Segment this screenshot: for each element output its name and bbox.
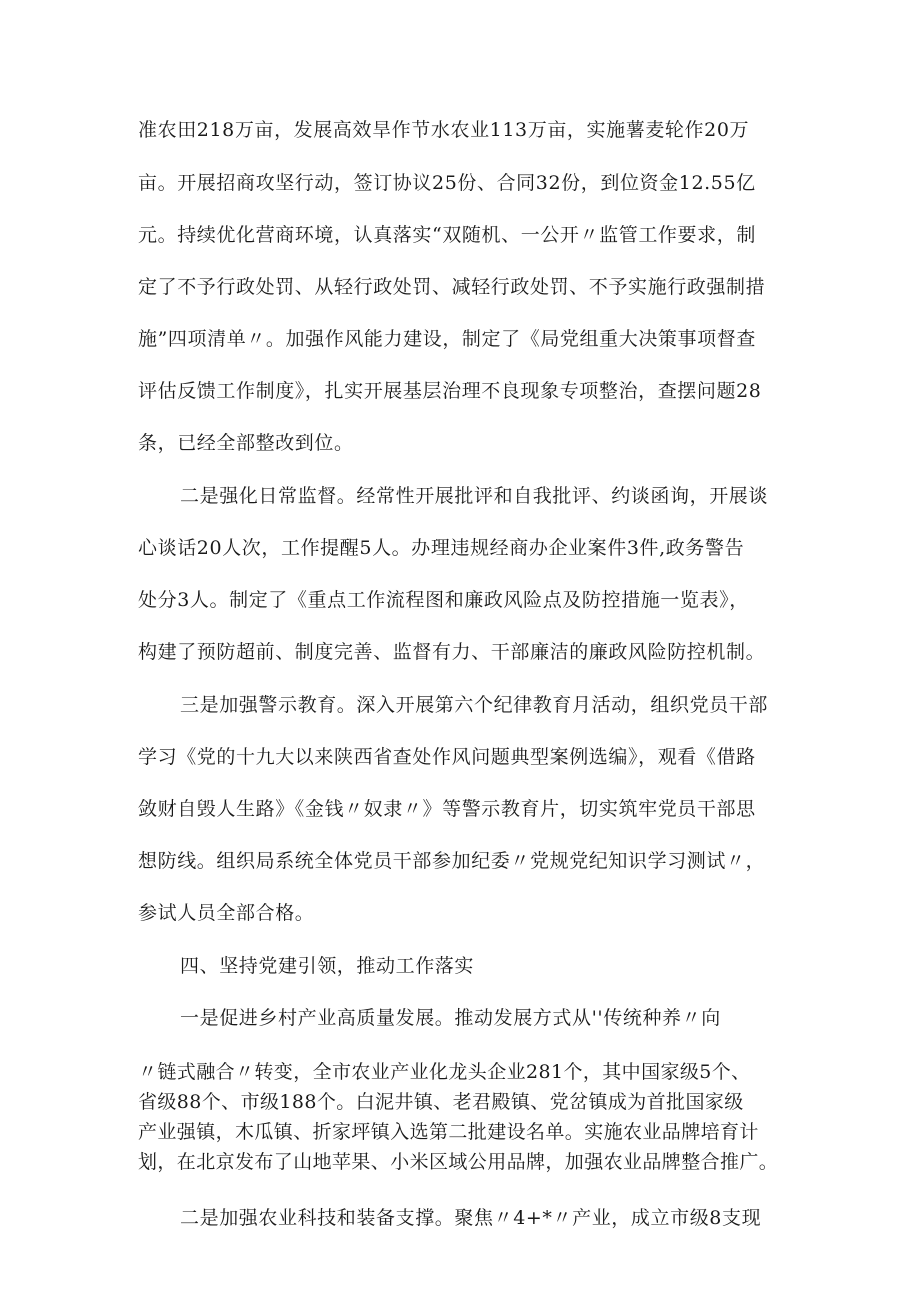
paragraph-first-line: 三是加强警示教育。深入开展第六个纪律教育月活动，组织党员干部 xyxy=(180,694,769,716)
text-line: 参试人员全部合格。 xyxy=(138,902,315,924)
text-line: 〃链式融合〃转变，全市农业产业化龙头企业281个，其中国家级5个、 xyxy=(138,1061,751,1083)
paragraph-first-line: 二是强化日常监督。经常性开展批评和自我批评、约谈函询，开展谈 xyxy=(180,485,769,507)
text-line: 处分3人。制定了《重点工作流程图和廉政风险点及防控措施一览表》， xyxy=(138,589,749,611)
text-line: 施”四项清单〃。加强作风能力建设，制定了《局党组重大决策事项督查 xyxy=(138,328,756,350)
paragraph-first-line: 一是促进乡村产业高质量发展。推动发展方式从''传统种养〃向 xyxy=(180,1007,721,1029)
text-line: 元。持续优化营商环境，认真落实“双随机、一公开〃监管工作要求，制 xyxy=(138,224,756,246)
text-line: 产业强镇，木瓜镇、折家坪镇入选第二批建设名单。实施农业品牌培育计 xyxy=(138,1121,759,1143)
text-line: 条，已经全部整改到位。 xyxy=(138,432,354,454)
text-line: 想防线。组织局系统全体党员干部参加纪委〃党规党纪知识学习测试〃， xyxy=(138,850,766,872)
paragraph-first-line: 二是加强农业科技和装备支撑。聚焦〃4+*〃产业，成立市级8支现 xyxy=(180,1207,762,1229)
text-line: 评估反馈工作制度》，扎实开展基层治理不良现象专项整治，查摆问题28 xyxy=(138,380,762,402)
text-line: 准农田218万亩，发展高效旱作节水农业113万亩，实施薯麦轮作20万 xyxy=(138,119,750,141)
text-line: 构建了预防超前、制度完善、监督有力、干部廉洁的廉政风险防控机制。 xyxy=(138,641,766,663)
text-line: 省级88个、市级188个。白泥井镇、老君殿镇、党岔镇成为首批国家级 xyxy=(138,1091,744,1113)
text-line: 亩。开展招商攻坚行动，签订协议25份、合同32份，到位资金12.55亿 xyxy=(138,172,756,194)
text-line: 心谈话20人次，工作提醒5人。办理违规经商办企业案件3件,政务警告 xyxy=(138,537,745,559)
text-line: 敛财自毁人生路》《金钱〃奴隶〃》等警示教育片，切实筑牢党员干部思 xyxy=(138,798,756,820)
text-line: 划，在北京发布了山地苹果、小米区域公用品牌，加强农业品牌整合推广。 xyxy=(138,1151,779,1173)
text-line: 定了不予行政处罚、从轻行政处罚、减轻行政处罚、不予实施行政强制措 xyxy=(138,276,766,298)
section-heading: 四、坚持党建引领，推动工作落实 xyxy=(180,955,475,977)
text-line: 学习《党的十九大以来陕西省查处作风问题典型案例选编》，观看《借路 xyxy=(138,746,756,768)
